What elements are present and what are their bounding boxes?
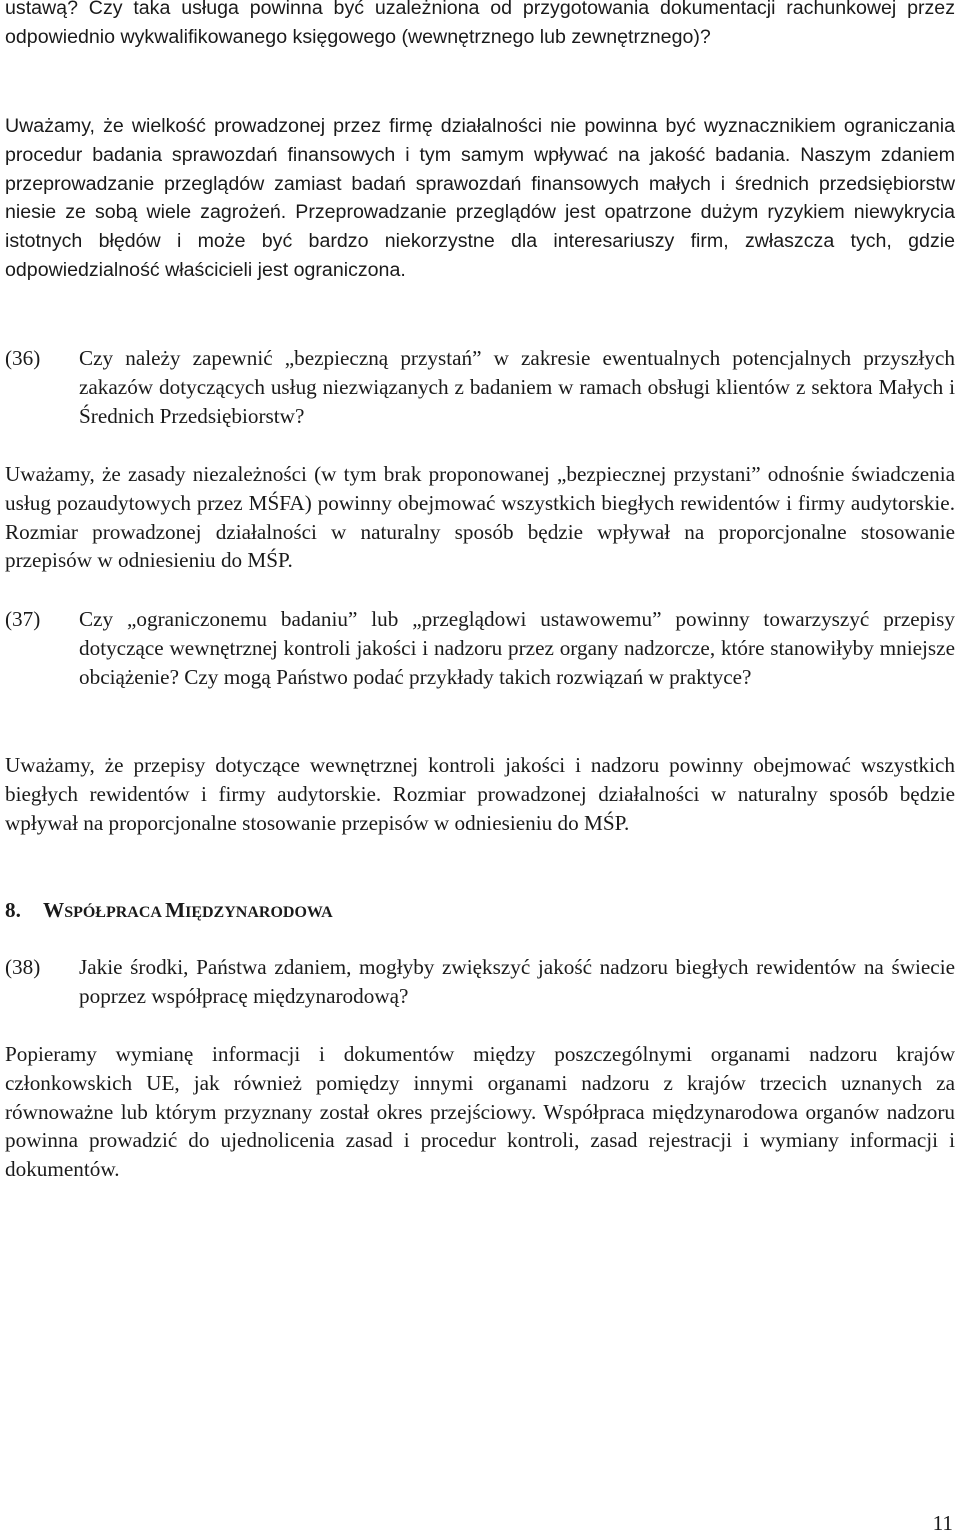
section-title-initial: W	[43, 898, 65, 922]
section-heading	[5, 896, 955, 928]
question-number: (38)	[5, 955, 41, 979]
section-title-rest: IĘDZYNARODOWA	[185, 904, 333, 921]
section-title	[43, 896, 333, 928]
question-text: Czy należy zapewnić „bezpieczną przystań” w zakresie ewentualnych potencjalnych przyszłych zakazów dotyczących usług niezwiązanych z badaniem w ramach obsługi klientów z sektora Małych i Średnich Przedsiębiorstw?	[79, 346, 955, 428]
section-title-rest: SPÓŁPRACA	[64, 904, 166, 921]
page-number: 11	[932, 1511, 953, 1535]
paragraph-answer-37: Uważamy, że przepisy dotyczące wewnętrznej kontroli jakości i nadzoru powinny obejmować wszystkich biegłych rewidentów i firmy audytorskie. Rozmiar prowadzonej działalności w naturalny sposób będzie wpływał na proporcjonalne stosowanie przepisów w odniesieniu do MŚP.	[5, 753, 955, 835]
question-text: Jakie środki, Państwa zdaniem, mogłyby zwiększyć jakość nadzoru biegłych rewidentów na świecie poprzez współpracę międzynarodową?	[79, 955, 955, 1008]
paragraph-answer-38: Popieramy wymianę informacji i dokumentów między poszczególnymi organami nadzoru krajów członkowskich UE, jak również pomiędzy innymi organami nadzoru z krajów trzecich uznanych za równoważne lub którym przyznany został okres przejściowy. Współpraca międzynarodowa organów nadzoru powinna prowadzić do ujednolicenia zasad i procedur kontroli, zasad rejestracji i wymiany informacji i dokumentów.	[5, 1042, 955, 1182]
paragraph-answer-36: Uważamy, że zasady niezależności (w tym brak proponowanej „bezpiecznej przystani” odnośnie świadczenia usług pozaudytowych przez MŚFA) powinny obejmować wszystkich biegłych rewidentów i firmy audytorskie. Rozmiar prowadzonej działalności w naturalny sposób będzie wpływał na proporcjonalne stosowanie przepisów w odniesieniu do MŚP.	[5, 462, 955, 573]
paragraph-answer-35: Uważamy, że wielkość prowadzonej przez firmę działalności nie powinna być wyznacznikiem ograniczania procedur badania sprawozdań finansowych i tym samym wpływać na jakość badania. Naszym zdaniem przeprowadzanie przeglądów zamiast badań sprawozdań finansowych małych i średnich przedsiębiorstw niesie ze sobą wiele zagrożeń. Przeprowadzanie przeglądów jest opatrzone dużym ryzykiem niewykrycia istotnych błędów i może być bardzo niekorzystne dla interesariuszy firm, zwłaszcza tych, gdzie odpowiedzialność właścicieli jest ograniczona.	[5, 115, 955, 281]
question-37	[5, 605, 955, 691]
section-title-initial: M	[165, 898, 186, 922]
paragraph-question-continuation: ustawą? Czy taka usługa powinna być uzależniona od przygotowania dokumentacji rachunkowej przez odpowiednio wykwalifikowanego księgowego (wewnętrznego lub zewnętrznego)?	[5, 0, 955, 48]
question-number: (37)	[5, 607, 41, 631]
question-text: Czy „ograniczonemu badaniu” lub „przeglądowi ustawowemu” powinny towarzyszyć przepisy dotyczące wewnętrznej kontroli jakości i nadzoru przez organy nadzorcze, które stanowiłyby mniejsze obciążenie? Czy mogą Państwo podać przykłady takich rozwiązań w praktyce?	[79, 607, 955, 689]
question-36	[5, 344, 955, 430]
question-38	[5, 953, 955, 1011]
question-number: (36)	[5, 346, 41, 370]
section-number: 8.	[5, 898, 21, 922]
